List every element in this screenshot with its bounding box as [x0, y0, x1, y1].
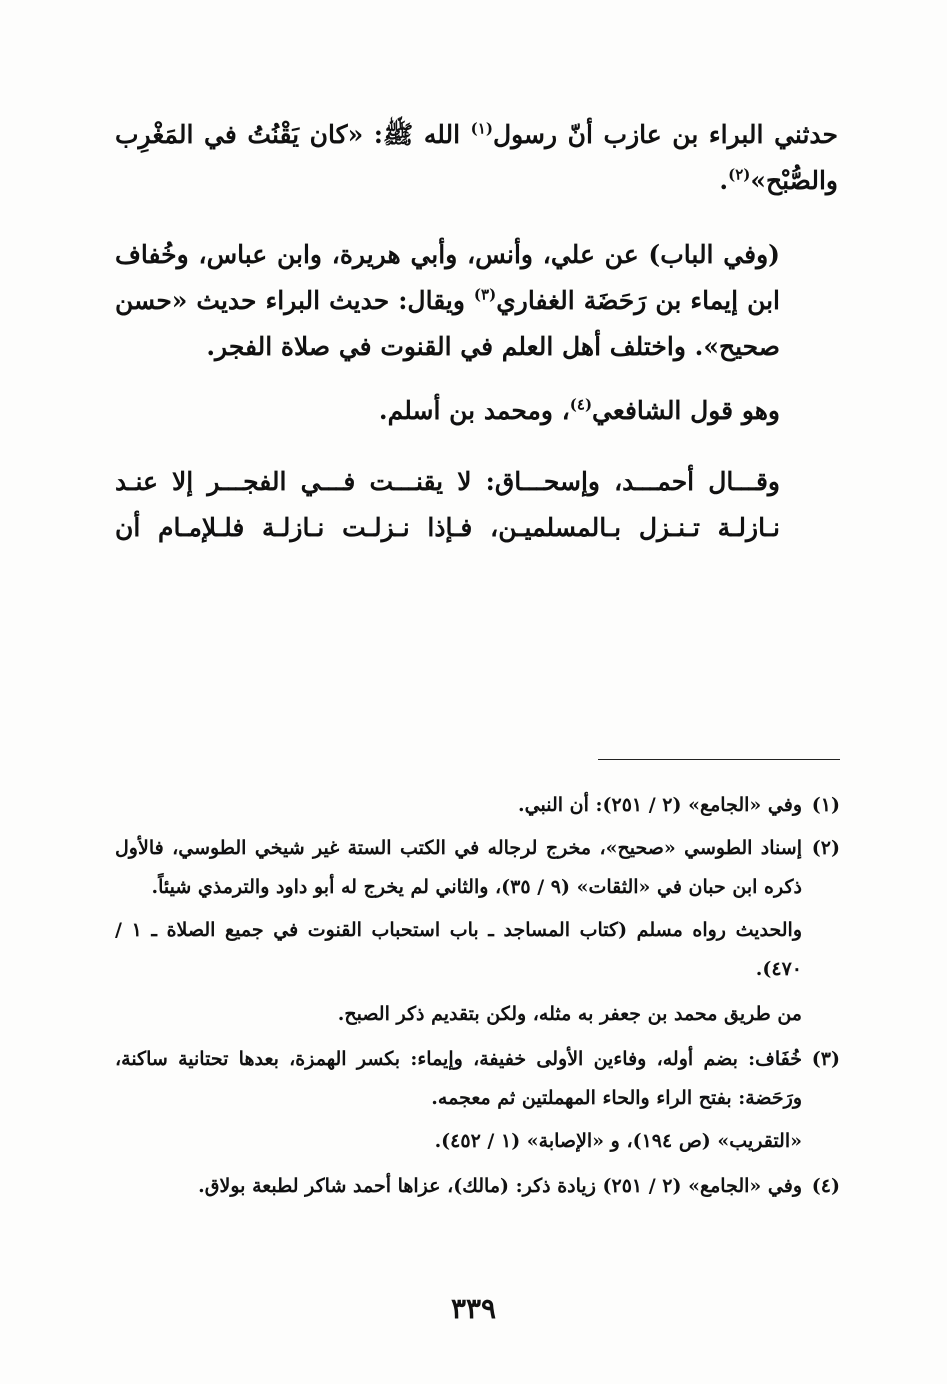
footnote-divider [598, 759, 840, 760]
paragraph-1 [115, 112, 838, 204]
footnote-ref-3[interactable]: (٣) [473, 285, 497, 304]
footnote-3 [115, 1040, 840, 1118]
paragraph-1-text-b: الله ﷺ: «كان يَقْنُتُ في المَغْرِب والصُّبْح» [115, 120, 838, 195]
footnote-text: وفي «الجامع» (٢ / ٢٥١): أن النبي. [518, 794, 802, 816]
footnote-text: إسناد الطوسي «صحيح»، مخرج لرجاله في الكتب الستة غير شيخي الطوسي، فالأول ذكره ابن حبان في «الثقات» (٩ / ٣٥)، والثاني لم يخرج له أبو داود والترمذي شيئاً. [115, 837, 802, 898]
paragraph-2 [115, 232, 838, 370]
paragraph-4 [115, 459, 838, 551]
paragraph-3 [115, 388, 838, 434]
paragraph-3-text-b: ، ومحمد بن أسلم. [378, 396, 570, 425]
footnote-2-continuation-1: والحديث رواه مسلم (كتاب المساجد ـ باب استحباب القنوت في جميع الصلاة ـ ١ / ٤٧٠). [115, 919, 802, 980]
footnote-2 [115, 829, 840, 907]
paragraph-1-text-a: حدثني البراء بن عازب أنّ رسول [492, 120, 838, 149]
paragraph-1-text-c: . [719, 166, 729, 195]
footnote-ref-2[interactable]: (٢) [728, 165, 751, 184]
footnote-number: (٢) [811, 837, 840, 859]
footnote-4 [115, 1167, 840, 1206]
page-number: ٣٣٩ [450, 1292, 497, 1325]
paragraph-3-text-a: وهو قول الشافعي [592, 396, 780, 425]
paragraph-2-text-b: ويقال: حديث البراء حديث «حسن صحيح». واختلف أهل العلم في القنوت في صلاة الفجر. [115, 286, 780, 361]
footnote-3-continuation-1: «التقريب» (ص ١٩٤)، و «الإصابة» (١ / ٤٥٢). [434, 1130, 802, 1152]
footnote-1 [115, 786, 840, 825]
footnote-text: خُفَاف: بضم أوله، وفاءين الأولى خفيفة، وإيماء: بكسر الهمزة، بعدها تحتانية ساكنة، ورَحَضة: بفتح الراء والحاء المهملتين ثم معجمه. [115, 1048, 802, 1109]
footnote-number: (٣) [811, 1048, 840, 1070]
paragraph-2-text-a: (وفي الباب) عن علي، وأنس، وأبي هريرة، وابن عباس، وخُفاف ابن إيماء بن رَحَضَة الغفاري [115, 240, 781, 315]
footnote-text: وفي «الجامع» (٢ / ٢٥١) زيادة ذكر: (مالك)، عزاها أحمد شاكر لطبعة بولاق. [198, 1175, 802, 1197]
footnote-ref-1[interactable]: (١) [470, 119, 493, 138]
footnotes-section [115, 786, 840, 1210]
footnote-number: (٤) [811, 1175, 840, 1197]
footnote-number: (١) [811, 794, 840, 816]
paragraph-4-text: وقـــال أحمـــد، وإسحـــاق: لا يقنـــت فـــي الفجـــر إلا عنـد نـازلـة تـنـزل بـالمسلميـن، فـإذا نـزلـت نـازلـة فلـلإمـام أن [115, 467, 780, 542]
footnote-2-continuation-2: من طريق محمد بن جعفر به مثله، ولكن بتقديم ذكر الصبح. [337, 1003, 802, 1025]
footnote-ref-4[interactable]: (٤) [569, 395, 593, 414]
